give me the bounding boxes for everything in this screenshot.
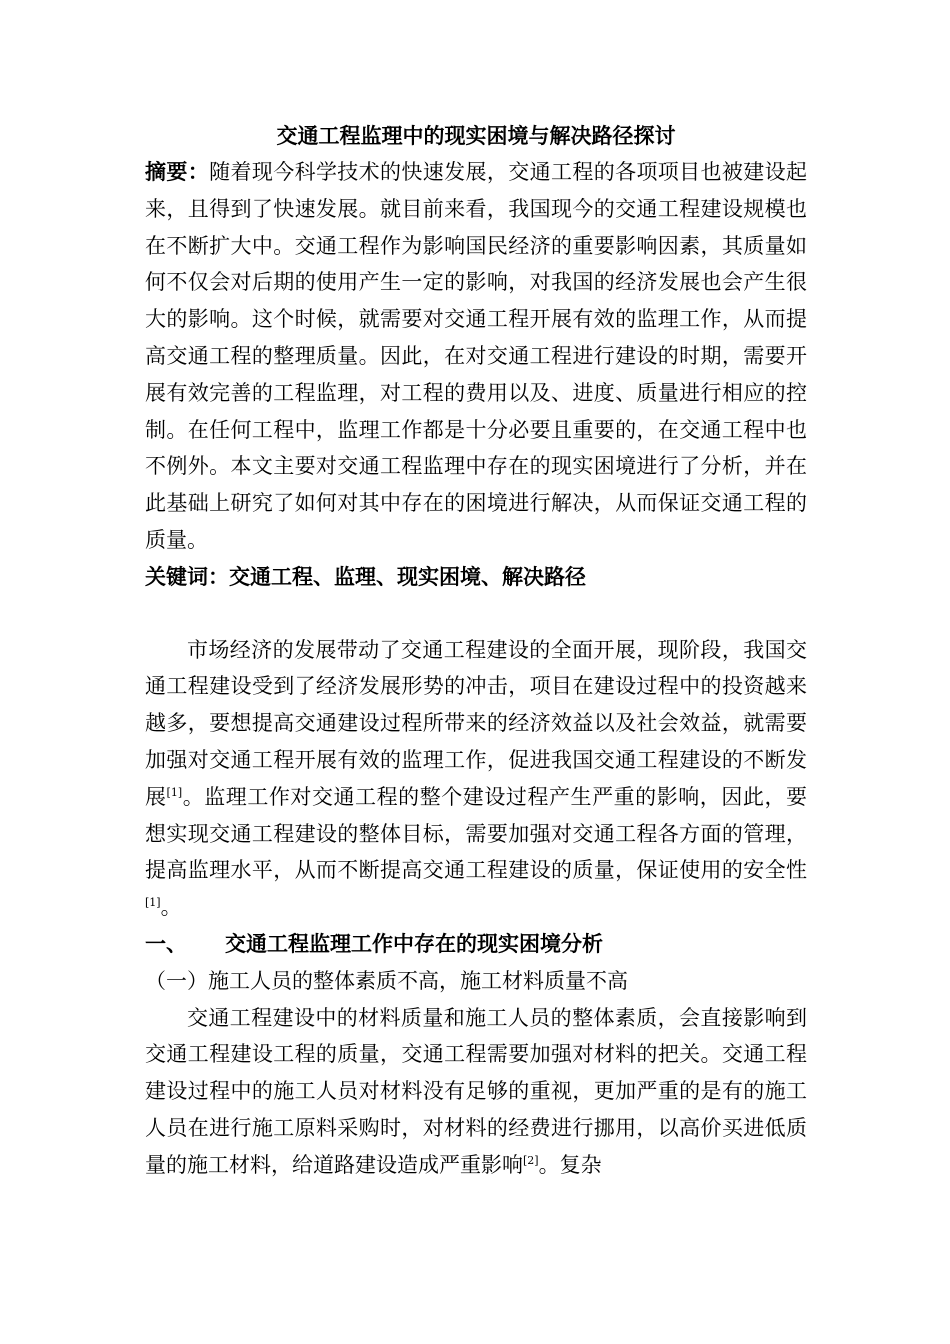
abstract-label: 摘要： — [145, 159, 210, 184]
section-heading — [145, 926, 807, 963]
subsection-heading: （一）施工人员的整体素质不高，施工材料质量不高 — [145, 968, 628, 993]
subsection-text-2: 。复杂 — [538, 1152, 602, 1177]
intro-paragraph — [145, 632, 807, 926]
citation-ref: [1] — [145, 896, 161, 910]
document-title: 交通工程监理中的现实困境与解决路径探讨 — [276, 123, 676, 148]
citation-ref: [1] — [166, 785, 183, 799]
abstract-text: 随着现今科学技术的快速发展，交通工程的各项项目也被建设起来，且得到了快速发展。就目前来看，我国现今的交通工程建设规模也在不断扩大中。交通工程作为影响国民经济的重要影响因素，其质量如何不仅会对后期的使用产生一定的影响，对我国的经济发展也会产生很大的影响。这个时候，就需要对交通工程开展有效的监理工作，从而提高交通工程的整理质量。因此，在对交通工程进行建设的时期，需要开展有效完善的工程监理，对工程的费用以及、进度、质量进行相应的控制。在任何工程中，监理工作都是十分必要且重要的，在交通工程中也不例外。本文主要对交通工程监理中存在的现实困境进行了分析，并在此基础上研究了如何对其中存在的困境进行解决，从而保证交通工程的质量。 — [145, 160, 808, 552]
blank-line — [145, 596, 807, 632]
intro-text-3: 。 — [160, 895, 182, 920]
subsection-text-1: 交通工程建设中的材料质量和施工人员的整体素质，会直接影响到交通工程建设工程的质量，交通工程需要加强对材料的把关。交通工程建设过程中的施工人员对材料没有足够的重视，更加严重的是有的施工人员在进行施工原料采购时，对材料的经费进行挪用，以高价买进低质量的施工材料，给道路建设造成严重影响 — [145, 1005, 807, 1177]
subsection-paragraph — [145, 1000, 807, 1184]
section-number: 一、 — [145, 930, 187, 956]
document-page — [145, 118, 807, 1184]
keywords-line: 关键词：交通工程、监理、现实困境、解决路径 — [145, 563, 586, 589]
intro-text-1: 市场经济的发展带动了交通工程建设的全面开展，现阶段，我国交通工程建设受到了经济发展形势的冲击，项目在建设过程中的投资越来越多，要想提高交通建设过程所带来的经济效益以及社会效益，就需要加强对交通工程开展有效的监理工作，促进我国交通工程建设的不断发展 — [145, 637, 807, 809]
citation-ref: [2] — [523, 1153, 539, 1167]
intro-text-2: 。监理工作对交通工程的整个建设过程产生严重的影响，因此，要想实现交通工程建设的整体目标，需要加强对交通工程各方面的管理，提高监理水平，从而不断提高交通工程建设的质量，保证使用的安全性 — [145, 784, 807, 883]
abstract-paragraph — [145, 154, 807, 559]
section-title: 交通工程监理工作中存在的现实困境分析 — [225, 930, 603, 956]
